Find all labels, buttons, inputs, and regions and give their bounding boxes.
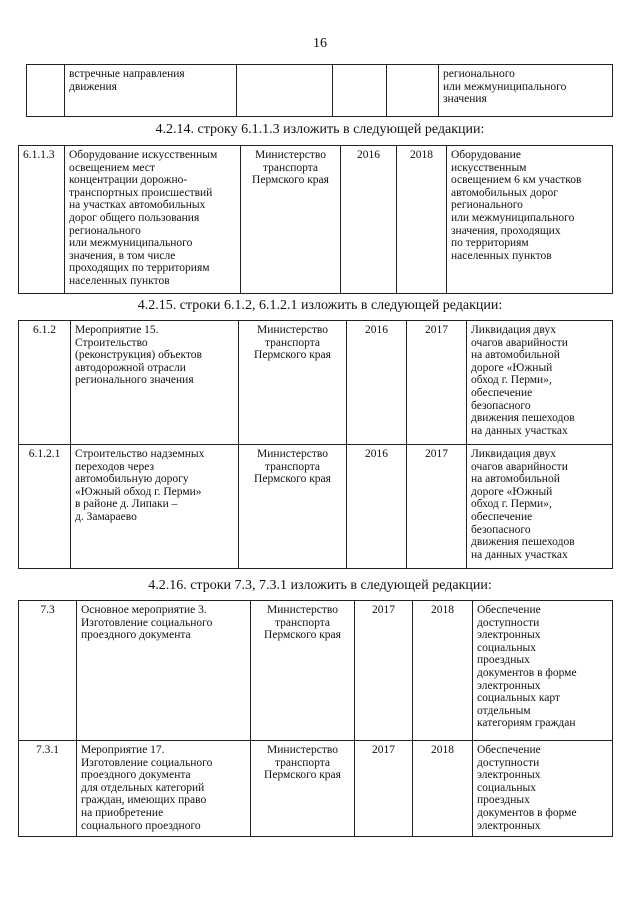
- cell-end: 2017: [407, 321, 467, 445]
- cell-start: 2016: [341, 146, 397, 294]
- cell-start: 2017: [355, 741, 413, 837]
- cell-name: встречные направления движения: [65, 65, 237, 117]
- section-heading: 4.2.15. строки 6.1.2, 6.1.2.1 изложить в следующей редакции:: [137, 298, 503, 313]
- section-heading: 4.2.14. строку 6.1.1.3 изложить в следующей редакции:: [155, 122, 485, 137]
- cell-end: 2018: [413, 601, 473, 741]
- cell-result: Обеспечение доступности электронных социальных проездных документов в форме электронных социальных карт отдельным категориям граждан: [473, 601, 613, 741]
- cell-result: Обеспечение доступности электронных социальных проездных документов в форме электронных: [473, 741, 613, 837]
- table-row: [27, 65, 613, 117]
- cell-executor: Министерство транспорта Пермского края: [251, 601, 355, 741]
- cell-start: 2016: [347, 445, 407, 569]
- cell-start: 2017: [355, 601, 413, 741]
- cell-code: 6.1.1.3: [19, 146, 65, 294]
- cell-end: 2018: [397, 146, 447, 294]
- cell-executor: Министерство транспорта Пермского края: [251, 741, 355, 837]
- cell-executor: Министерство транспорта Пермского края: [239, 321, 347, 445]
- table-row: [19, 146, 613, 294]
- cell-name: Мероприятие 15. Строительство (реконструкция) объектов автодорожной отрасли регионального значения: [71, 321, 239, 445]
- section-table: [18, 320, 613, 569]
- cell-result: Оборудование искусственным освещением 6 км участков автомобильных дорог регионального или межмуниципального значения, проходящих по территориям населенных пунктов: [447, 146, 613, 294]
- cell-result: Ликвидация двух очагов аварийности на автомобильной дороге «Южный обход г. Перми», обеспечение безопасного движения пешеходов на данных участках: [467, 445, 613, 569]
- cell-name: Оборудование искусственным освещением мест концентрации дорожно- транспортных происшествий на участках автомобильных дорог общего пользования регионального или межмуниципального значения, в том числе проходящих по территориям населенных пунктов: [65, 146, 241, 294]
- cell-end: 2017: [407, 445, 467, 569]
- cell-code: 6.1.2: [19, 321, 71, 445]
- table-row: [19, 741, 613, 837]
- cell-end: 2018: [413, 741, 473, 837]
- cell-start: 2016: [347, 321, 407, 445]
- cell-end: [387, 65, 439, 117]
- table-row: [19, 601, 613, 741]
- cell-name: Строительство надземных переходов через автомобильную дорогу «Южный обход г. Перми» в районе д. Липаки – д. Замараево: [71, 445, 239, 569]
- cell-name: Основное мероприятие 3. Изготовление социального проездного документа: [77, 601, 251, 741]
- cell-result: регионального или межмуниципального значения: [439, 65, 613, 117]
- page-number: 16: [313, 36, 327, 51]
- cell-executor: [237, 65, 333, 117]
- cell-code: 6.1.2.1: [19, 445, 71, 569]
- section-table: [18, 600, 613, 837]
- cell-start: [333, 65, 387, 117]
- section-heading: 4.2.16. строки 7.3, 7.3.1 изложить в следующей редакции:: [148, 578, 492, 593]
- cell-name: Мероприятие 17. Изготовление социального проездного документа для отдельных категорий граждан, имеющих право на приобретение социального проездного: [77, 741, 251, 837]
- cell-code: [27, 65, 65, 117]
- top-fragment-table: [26, 64, 613, 117]
- cell-result: Ликвидация двух очагов аварийности на автомобильной дороге «Южный обход г. Перми», обеспечение безопасного движения пешеходов на данных участках: [467, 321, 613, 445]
- cell-executor: Министерство транспорта Пермского края: [239, 445, 347, 569]
- cell-code: 7.3.1: [19, 741, 77, 837]
- table-row: [19, 445, 613, 569]
- section-table: [18, 145, 613, 294]
- cell-code: 7.3: [19, 601, 77, 741]
- table-row: [19, 321, 613, 445]
- cell-executor: Министерство транспорта Пермского края: [241, 146, 341, 294]
